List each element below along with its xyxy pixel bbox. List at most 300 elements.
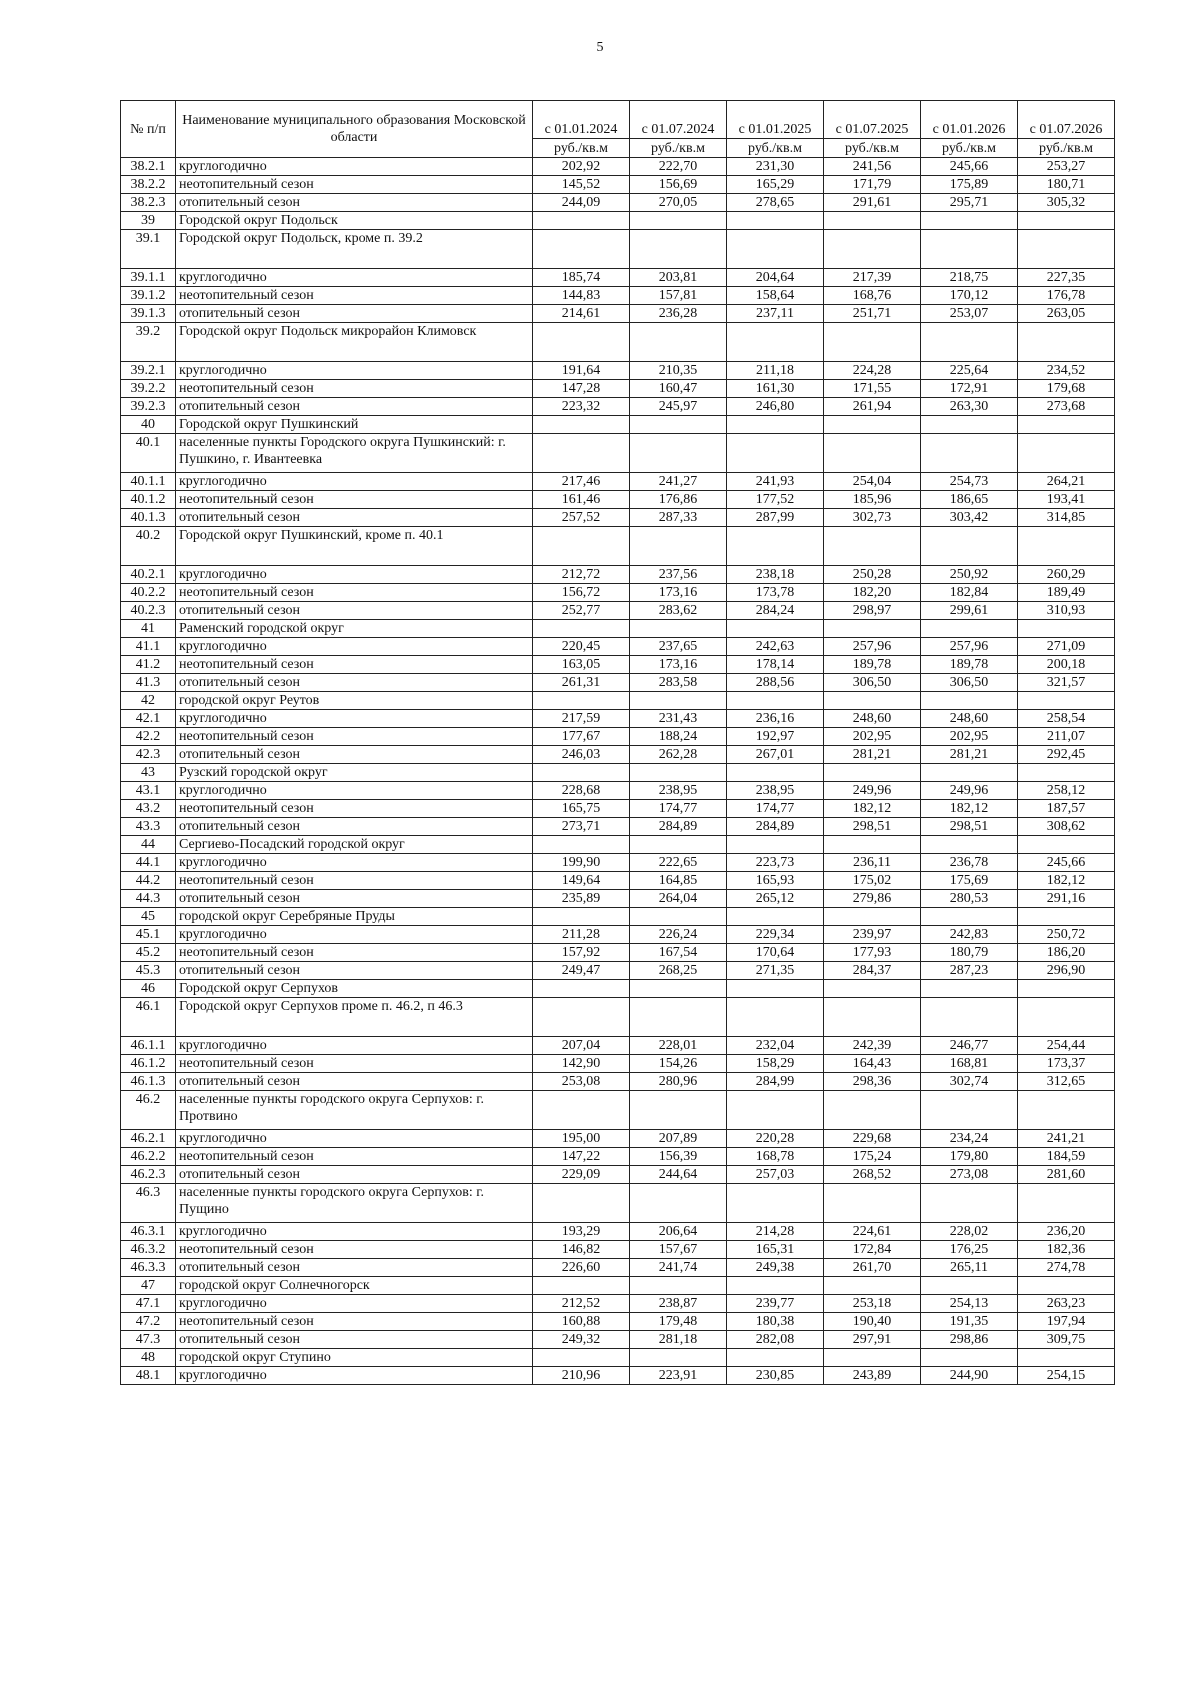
table-row [121, 527, 1115, 566]
rate-cell: 274,78 [1018, 1259, 1115, 1277]
row-number: 45.2 [121, 944, 176, 962]
rate-cell [533, 1277, 630, 1295]
rate-cell: 281,18 [630, 1331, 727, 1349]
rate-cell: 172,84 [824, 1241, 921, 1259]
rate-cell: 217,39 [824, 269, 921, 287]
rate-cell: 260,29 [1018, 566, 1115, 584]
row-number: 40.2.3 [121, 602, 176, 620]
row-name: круглогодично [176, 926, 533, 944]
rate-cell: 283,62 [630, 602, 727, 620]
table-row [121, 1241, 1115, 1259]
rate-cell [533, 620, 630, 638]
rate-cell [1018, 620, 1115, 638]
rate-cell: 245,66 [921, 158, 1018, 176]
row-number: 46.3 [121, 1184, 176, 1223]
row-number: 47.2 [121, 1313, 176, 1331]
rate-cell: 281,21 [921, 746, 1018, 764]
rate-cell: 296,90 [1018, 962, 1115, 980]
rate-cell: 284,89 [630, 818, 727, 836]
row-name: Городской округ Подольск [176, 212, 533, 230]
rate-cell: 306,50 [824, 674, 921, 692]
rate-cell: 202,95 [921, 728, 1018, 746]
row-number: 43.1 [121, 782, 176, 800]
rate-cell [727, 323, 824, 362]
row-name: отопительный сезон [176, 962, 533, 980]
rate-cell: 230,85 [727, 1367, 824, 1385]
rate-cell: 298,86 [921, 1331, 1018, 1349]
table-row [121, 194, 1115, 212]
row-name: круглогодично [176, 158, 533, 176]
row-name: городской округ Серебряные Пруды [176, 908, 533, 926]
rate-cell [921, 527, 1018, 566]
row-number: 47 [121, 1277, 176, 1295]
rate-cell: 223,32 [533, 398, 630, 416]
row-name: круглогодично [176, 473, 533, 491]
row-name: населенные пункты Городского округа Пушкинский: г. Пушкино, г. Ивантеевка [176, 434, 533, 473]
rate-cell: 284,24 [727, 602, 824, 620]
rate-cell: 144,83 [533, 287, 630, 305]
rate-cell: 278,65 [727, 194, 824, 212]
table-row [121, 1349, 1115, 1367]
rate-cell [824, 1184, 921, 1223]
rate-cell: 252,77 [533, 602, 630, 620]
rate-cell [727, 980, 824, 998]
rate-cell [630, 323, 727, 362]
rate-cell: 182,36 [1018, 1241, 1115, 1259]
table-row [121, 728, 1115, 746]
rate-cell [533, 692, 630, 710]
table-row [121, 800, 1115, 818]
row-number: 46.1.1 [121, 1037, 176, 1055]
table-row [121, 710, 1115, 728]
rate-cell: 303,42 [921, 509, 1018, 527]
rate-cell [630, 1277, 727, 1295]
rate-cell: 281,21 [824, 746, 921, 764]
rate-cell [727, 692, 824, 710]
rate-cell: 210,35 [630, 362, 727, 380]
rate-cell: 178,14 [727, 656, 824, 674]
rate-cell: 156,72 [533, 584, 630, 602]
table-row [121, 362, 1115, 380]
rate-cell: 254,13 [921, 1295, 1018, 1313]
rate-cell [727, 416, 824, 434]
table-row [121, 287, 1115, 305]
row-name: Городской округ Серпухов проме п. 46.2, п 46.3 [176, 998, 533, 1037]
rate-cell [727, 764, 824, 782]
table-row [121, 380, 1115, 398]
rate-cell: 242,39 [824, 1037, 921, 1055]
row-name: неотопительный сезон [176, 872, 533, 890]
rate-cell: 158,29 [727, 1055, 824, 1073]
rate-cell: 226,60 [533, 1259, 630, 1277]
rate-cell [1018, 980, 1115, 998]
rate-cell: 229,68 [824, 1130, 921, 1148]
rate-cell: 265,12 [727, 890, 824, 908]
rate-cell: 249,38 [727, 1259, 824, 1277]
rate-cell: 279,86 [824, 890, 921, 908]
rate-cell [824, 836, 921, 854]
table-row [121, 764, 1115, 782]
row-number: 40.2.1 [121, 566, 176, 584]
rate-cell: 280,96 [630, 1073, 727, 1091]
rate-cell: 175,02 [824, 872, 921, 890]
rate-cell: 271,09 [1018, 638, 1115, 656]
table-row [121, 158, 1115, 176]
rate-cell: 239,77 [727, 1295, 824, 1313]
table-row [121, 1091, 1115, 1130]
rate-cell: 235,89 [533, 890, 630, 908]
row-name: городской округ Ступино [176, 1349, 533, 1367]
row-name: круглогодично [176, 1130, 533, 1148]
rate-cell [921, 230, 1018, 269]
rate-cell: 172,91 [921, 380, 1018, 398]
rate-cell: 185,74 [533, 269, 630, 287]
rate-cell [630, 764, 727, 782]
table-row [121, 944, 1115, 962]
rate-cell: 246,03 [533, 746, 630, 764]
rate-cell [533, 998, 630, 1037]
table-row [121, 620, 1115, 638]
table-row [121, 692, 1115, 710]
rate-cell: 165,29 [727, 176, 824, 194]
rate-cell: 160,47 [630, 380, 727, 398]
rate-cell [533, 323, 630, 362]
rate-cell: 250,72 [1018, 926, 1115, 944]
table-row [121, 1166, 1115, 1184]
table-row [121, 434, 1115, 473]
rate-cell: 246,80 [727, 398, 824, 416]
rate-cell: 245,97 [630, 398, 727, 416]
rate-cell: 253,18 [824, 1295, 921, 1313]
rate-cell: 249,32 [533, 1331, 630, 1349]
rate-cell [533, 230, 630, 269]
rate-cell [1018, 527, 1115, 566]
rate-cell: 291,16 [1018, 890, 1115, 908]
rate-cell [824, 764, 921, 782]
rate-cell: 180,71 [1018, 176, 1115, 194]
row-name: неотопительный сезон [176, 380, 533, 398]
rate-cell: 160,88 [533, 1313, 630, 1331]
table-row [121, 746, 1115, 764]
rate-cell: 147,28 [533, 380, 630, 398]
rate-cell [533, 908, 630, 926]
row-name: неотопительный сезон [176, 656, 533, 674]
table-row [121, 926, 1115, 944]
header-unit: руб./кв.м [727, 139, 824, 158]
rate-cell: 147,22 [533, 1148, 630, 1166]
table-row [121, 1055, 1115, 1073]
rate-cell [630, 908, 727, 926]
row-name: неотопительный сезон [176, 728, 533, 746]
row-number: 43.2 [121, 800, 176, 818]
rate-cell [921, 764, 1018, 782]
table-row [121, 782, 1115, 800]
row-number: 43.3 [121, 818, 176, 836]
table-row [121, 656, 1115, 674]
rate-cell: 249,47 [533, 962, 630, 980]
rate-cell: 321,57 [1018, 674, 1115, 692]
header-date: с 01.01.2024 [533, 101, 630, 139]
header-unit: руб./кв.м [630, 139, 727, 158]
row-name: Городской округ Подольск микрорайон Климовск [176, 323, 533, 362]
row-name: отопительный сезон [176, 1073, 533, 1091]
row-name: отопительный сезон [176, 746, 533, 764]
rate-cell [1018, 692, 1115, 710]
rate-cell: 224,28 [824, 362, 921, 380]
row-number: 41.1 [121, 638, 176, 656]
rate-cell: 237,65 [630, 638, 727, 656]
row-name: отопительный сезон [176, 1331, 533, 1349]
header-date: с 01.07.2024 [630, 101, 727, 139]
row-name: населенные пункты городского округа Серпухов: г. Пущино [176, 1184, 533, 1223]
rate-cell: 250,28 [824, 566, 921, 584]
row-number: 46.1.2 [121, 1055, 176, 1073]
rate-cell: 163,05 [533, 656, 630, 674]
rate-cell: 212,52 [533, 1295, 630, 1313]
row-name: неотопительный сезон [176, 1241, 533, 1259]
rate-cell: 202,92 [533, 158, 630, 176]
rate-cell: 161,46 [533, 491, 630, 509]
rate-cell: 217,59 [533, 710, 630, 728]
rate-cell [1018, 908, 1115, 926]
rate-cell [630, 434, 727, 473]
row-name: отопительный сезон [176, 305, 533, 323]
table-row [121, 980, 1115, 998]
header-unit: руб./кв.м [1018, 139, 1115, 158]
row-number: 42.2 [121, 728, 176, 746]
rate-cell: 177,52 [727, 491, 824, 509]
row-name: неотопительный сезон [176, 1313, 533, 1331]
rate-cell [727, 1184, 824, 1223]
rate-cell [921, 1184, 1018, 1223]
rate-cell [824, 434, 921, 473]
rate-cell: 186,20 [1018, 944, 1115, 962]
rate-cell: 220,45 [533, 638, 630, 656]
rate-cell: 310,93 [1018, 602, 1115, 620]
rate-cell [824, 212, 921, 230]
rate-cell [1018, 1091, 1115, 1130]
row-name: отопительный сезон [176, 1166, 533, 1184]
rate-cell: 187,57 [1018, 800, 1115, 818]
row-number: 46.3.1 [121, 1223, 176, 1241]
row-number: 38.2.1 [121, 158, 176, 176]
row-number: 46.2.1 [121, 1130, 176, 1148]
rate-cell: 217,46 [533, 473, 630, 491]
row-number: 38.2.3 [121, 194, 176, 212]
rate-cell: 302,74 [921, 1073, 1018, 1091]
rate-cell [727, 908, 824, 926]
row-number: 46.3.2 [121, 1241, 176, 1259]
row-number: 39.2.1 [121, 362, 176, 380]
row-number: 44.1 [121, 854, 176, 872]
rate-cell: 142,90 [533, 1055, 630, 1073]
rate-cell: 254,73 [921, 473, 1018, 491]
rate-cell [921, 1091, 1018, 1130]
rate-cell: 237,11 [727, 305, 824, 323]
rate-cell [630, 1349, 727, 1367]
rate-cell: 176,25 [921, 1241, 1018, 1259]
rate-cell [1018, 998, 1115, 1037]
row-number: 45.3 [121, 962, 176, 980]
rate-cell: 174,77 [727, 800, 824, 818]
table-row [121, 176, 1115, 194]
rate-cell: 270,05 [630, 194, 727, 212]
rate-cell: 211,28 [533, 926, 630, 944]
rate-cell: 241,27 [630, 473, 727, 491]
rate-cell [921, 692, 1018, 710]
table-row [121, 674, 1115, 692]
rate-cell [824, 908, 921, 926]
rate-cell [533, 836, 630, 854]
rate-cell: 248,60 [921, 710, 1018, 728]
rate-cell [1018, 836, 1115, 854]
rate-cell: 238,95 [630, 782, 727, 800]
header-num: № п/п [121, 101, 176, 158]
rate-cell: 264,04 [630, 890, 727, 908]
rate-cell: 299,61 [921, 602, 1018, 620]
row-number: 39 [121, 212, 176, 230]
rate-cell: 314,85 [1018, 509, 1115, 527]
rate-cell: 190,40 [824, 1313, 921, 1331]
rate-cell [533, 434, 630, 473]
row-number: 41 [121, 620, 176, 638]
row-number: 40.2.2 [121, 584, 176, 602]
rate-cell: 239,97 [824, 926, 921, 944]
rate-cell: 282,08 [727, 1331, 824, 1349]
page-number: 5 [596, 40, 604, 55]
rate-cell: 273,71 [533, 818, 630, 836]
rate-cell: 173,78 [727, 584, 824, 602]
rate-cell: 189,78 [824, 656, 921, 674]
rate-cell [921, 836, 1018, 854]
rate-cell [727, 1091, 824, 1130]
rate-cell: 182,12 [921, 800, 1018, 818]
header-name: Наименование муниципального образования Московской области [176, 101, 533, 158]
table-row [121, 323, 1115, 362]
rate-cell: 298,36 [824, 1073, 921, 1091]
rate-cell [727, 1349, 824, 1367]
rate-cell: 237,56 [630, 566, 727, 584]
row-number: 44.3 [121, 890, 176, 908]
rate-cell: 238,95 [727, 782, 824, 800]
tariff-table [120, 100, 1115, 1385]
rate-cell: 156,39 [630, 1148, 727, 1166]
row-number: 44.2 [121, 872, 176, 890]
row-number: 39.2.3 [121, 398, 176, 416]
rate-cell [921, 620, 1018, 638]
table-row [121, 1037, 1115, 1055]
rate-cell: 287,23 [921, 962, 1018, 980]
table-row [121, 854, 1115, 872]
rate-cell: 236,28 [630, 305, 727, 323]
rate-cell: 203,81 [630, 269, 727, 287]
rate-cell [727, 212, 824, 230]
row-number: 43 [121, 764, 176, 782]
rate-cell: 227,35 [1018, 269, 1115, 287]
row-number: 40.2 [121, 527, 176, 566]
table-row [121, 473, 1115, 491]
rate-cell: 204,64 [727, 269, 824, 287]
rate-cell [921, 980, 1018, 998]
rate-cell: 284,37 [824, 962, 921, 980]
row-name: круглогодично [176, 782, 533, 800]
rate-cell: 312,65 [1018, 1073, 1115, 1091]
row-number: 46.1.3 [121, 1073, 176, 1091]
rate-cell: 257,96 [824, 638, 921, 656]
rate-cell: 223,73 [727, 854, 824, 872]
row-number: 46.2.2 [121, 1148, 176, 1166]
row-name: отопительный сезон [176, 602, 533, 620]
rate-cell: 175,69 [921, 872, 1018, 890]
rate-cell: 173,16 [630, 584, 727, 602]
rate-cell [824, 692, 921, 710]
rate-cell [727, 998, 824, 1037]
table-row [121, 1130, 1115, 1148]
rate-cell: 288,56 [727, 674, 824, 692]
rate-cell [630, 230, 727, 269]
rate-cell: 253,07 [921, 305, 1018, 323]
row-number: 46.3.3 [121, 1259, 176, 1277]
row-number: 41.2 [121, 656, 176, 674]
row-name: городской округ Реутов [176, 692, 533, 710]
row-number: 47.3 [121, 1331, 176, 1349]
row-number: 48 [121, 1349, 176, 1367]
rate-cell: 241,74 [630, 1259, 727, 1277]
table-body [121, 158, 1115, 1385]
rate-cell [533, 416, 630, 434]
rate-cell: 251,71 [824, 305, 921, 323]
rate-cell: 302,73 [824, 509, 921, 527]
rate-cell: 211,07 [1018, 728, 1115, 746]
rate-cell: 165,75 [533, 800, 630, 818]
row-name: неотопительный сезон [176, 800, 533, 818]
table-row [121, 1184, 1115, 1223]
rate-cell: 262,28 [630, 746, 727, 764]
row-name: неотопительный сезон [176, 944, 533, 962]
rate-cell: 207,89 [630, 1130, 727, 1148]
table-row [121, 269, 1115, 287]
rate-cell: 226,24 [630, 926, 727, 944]
header-date: с 01.01.2026 [921, 101, 1018, 139]
rate-cell [533, 1184, 630, 1223]
rate-cell: 174,77 [630, 800, 727, 818]
rate-cell: 179,48 [630, 1313, 727, 1331]
rate-cell: 165,93 [727, 872, 824, 890]
table-row [121, 566, 1115, 584]
rate-cell: 197,94 [1018, 1313, 1115, 1331]
rate-cell [630, 527, 727, 566]
row-number: 46.1 [121, 998, 176, 1037]
rate-cell: 171,55 [824, 380, 921, 398]
row-name: Городской округ Пушкинский, кроме п. 40.1 [176, 527, 533, 566]
rate-cell [533, 212, 630, 230]
rate-cell [630, 692, 727, 710]
rate-cell: 236,78 [921, 854, 1018, 872]
rate-cell: 250,92 [921, 566, 1018, 584]
header-date: с 01.07.2025 [824, 101, 921, 139]
row-name: круглогодично [176, 1367, 533, 1385]
rate-cell: 211,18 [727, 362, 824, 380]
rate-cell: 229,09 [533, 1166, 630, 1184]
rate-cell: 244,90 [921, 1367, 1018, 1385]
rate-cell: 156,69 [630, 176, 727, 194]
rate-cell [921, 1277, 1018, 1295]
row-number: 45.1 [121, 926, 176, 944]
rate-cell: 175,89 [921, 176, 1018, 194]
rate-cell [1018, 212, 1115, 230]
row-name: городской округ Солнечногорск [176, 1277, 533, 1295]
row-name: неотопительный сезон [176, 1148, 533, 1166]
